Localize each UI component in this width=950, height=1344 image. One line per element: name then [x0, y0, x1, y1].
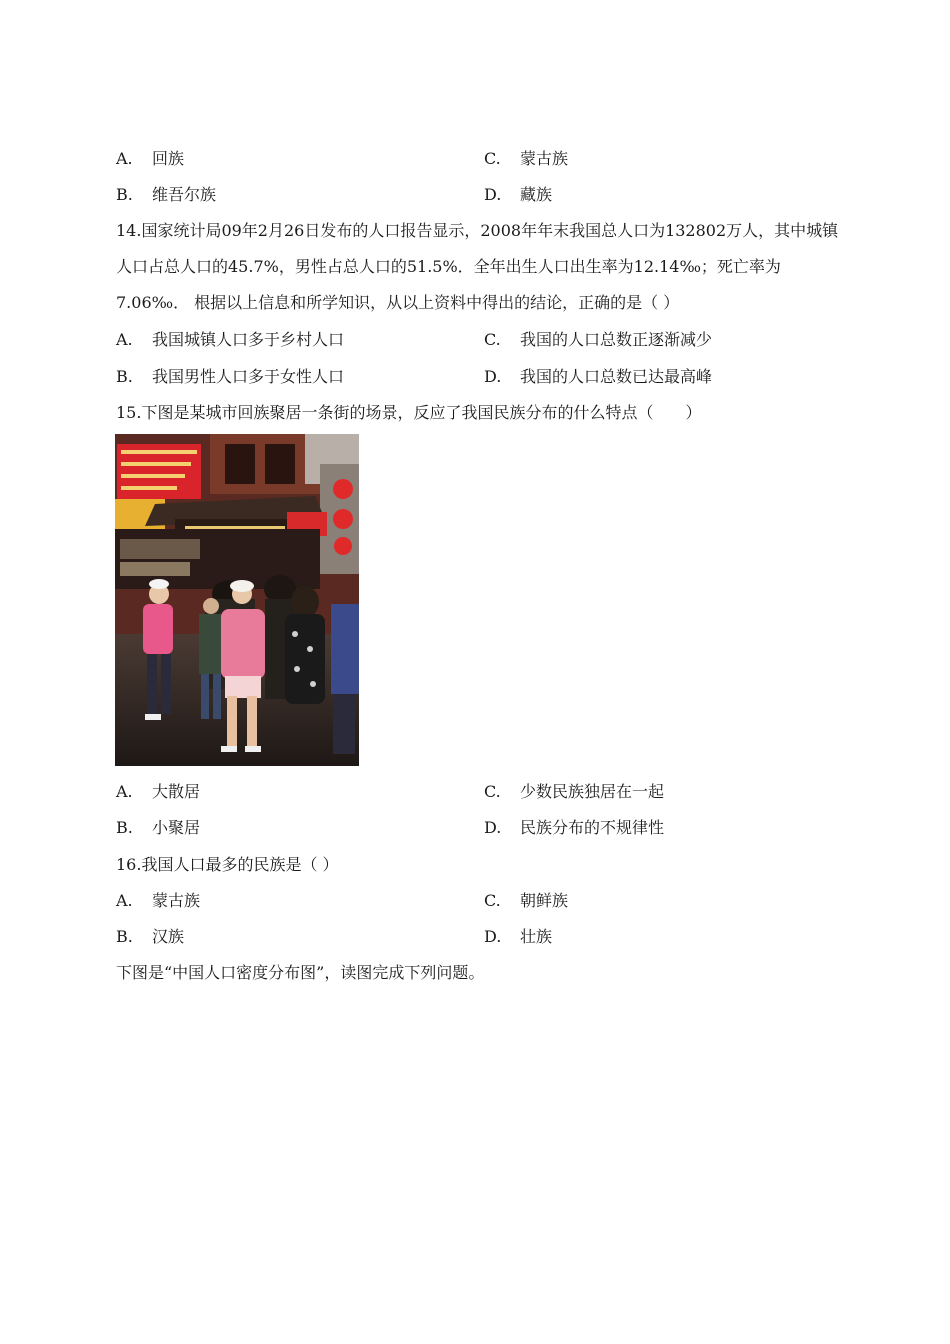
option-text: 朝鲜族	[520, 891, 569, 910]
option-text: 民族分布的不规律性	[520, 818, 665, 837]
section-intro: 下图是“中国人口密度分布图”，读图完成下列问题。	[116, 963, 485, 982]
q16-option-b	[116, 927, 184, 947]
option-letter: C.	[484, 782, 501, 801]
option-text: 我国男性人口多于女性人口	[152, 367, 345, 386]
option-letter: A.	[116, 330, 133, 349]
option-letter: B.	[116, 367, 133, 386]
option-letter: A.	[116, 149, 133, 168]
q13-option-a	[116, 149, 184, 169]
option-letter: C.	[484, 330, 501, 349]
q14-option-a	[116, 330, 344, 350]
option-letter: C.	[484, 891, 501, 910]
q14-stem: 14.国家统计局09年2月26日发布的人口报告显示，2008年年末我国总人口为132802万人，其中城镇人口占总人口的45.7%，男性占总人口的51.5%．全年出生人口出生率为12.14‰；死亡率为7.06‰． 根据以上信息和所学知识，从以上资料中得出的结论，正确的是（ ）	[116, 221, 839, 312]
option-text: 少数民族独居在一起	[520, 782, 665, 801]
street-scene-photo	[115, 434, 359, 766]
option-text: 回族	[152, 149, 185, 168]
q16-option-a	[116, 891, 200, 911]
q16-option-d	[484, 927, 552, 947]
q16-stem: 16.我国人口最多的民族是（ ）	[116, 855, 339, 874]
q14-option-b	[116, 367, 344, 387]
option-letter: D.	[484, 818, 502, 837]
option-text: 蒙古族	[152, 891, 201, 910]
q15-option-a	[116, 782, 200, 802]
q14-option-d	[484, 367, 712, 387]
q13-option-c	[484, 149, 568, 169]
q14-option-c	[484, 330, 712, 350]
option-text: 大散居	[152, 782, 201, 801]
option-letter: B.	[116, 927, 133, 946]
q16-option-c	[484, 891, 568, 911]
option-text: 我国的人口总数已达最高峰	[520, 367, 713, 386]
option-text: 汉族	[152, 927, 185, 946]
option-letter: D.	[484, 367, 502, 386]
q15-stem: 15.下图是某城市回族聚居一条街的场景，反应了我国民族分布的什么特点（ ）	[116, 403, 702, 422]
q15-option-b	[116, 818, 200, 838]
option-text: 藏族	[520, 185, 553, 204]
option-letter: B.	[116, 185, 133, 204]
option-text: 小聚居	[152, 818, 201, 837]
option-text: 壮族	[520, 927, 553, 946]
option-letter: C.	[484, 149, 501, 168]
option-text: 维吾尔族	[152, 185, 217, 204]
q15-option-d	[484, 818, 664, 838]
option-letter: A.	[116, 782, 133, 801]
option-letter: D.	[484, 927, 502, 946]
option-letter: A.	[116, 891, 133, 910]
option-letter: D.	[484, 185, 502, 204]
option-letter: B.	[116, 818, 133, 837]
option-text: 蒙古族	[520, 149, 569, 168]
option-text: 我国城镇人口多于乡村人口	[152, 330, 345, 349]
q13-option-d	[484, 185, 552, 205]
q15-option-c	[484, 782, 664, 802]
option-text: 我国的人口总数正逐渐减少	[520, 330, 713, 349]
q13-option-b	[116, 185, 216, 205]
